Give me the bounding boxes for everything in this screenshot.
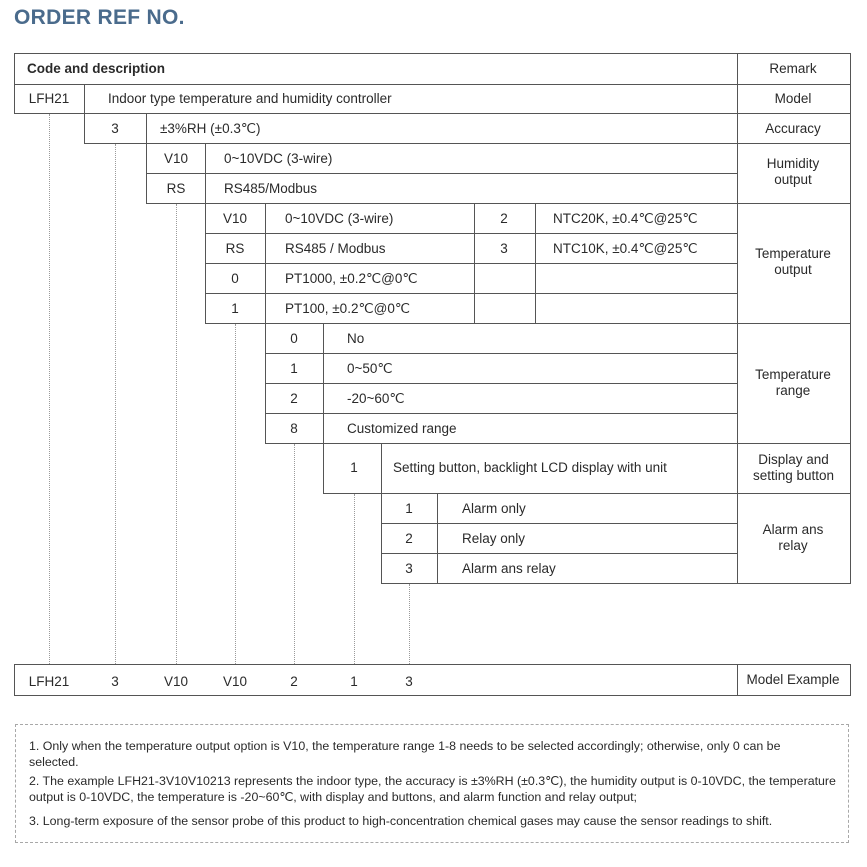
alarm-code-3: 3	[405, 561, 413, 576]
alarm-desc-3: Alarm ans relay	[462, 561, 556, 576]
temp-output-remark: Temperature output	[755, 246, 831, 277]
temp-range-desc-4: Customized range	[347, 421, 457, 436]
temp-range-code-2: 1	[290, 361, 298, 376]
display-code: 1	[350, 460, 358, 475]
temp-range-code-1: 0	[290, 331, 298, 346]
note-1: 1. Only when the temperature output option is V10, the temperature range 1-8 needs to be selected accordingly; otherwise, only 0 can be selected.	[29, 739, 781, 769]
temp-range-desc-1: No	[347, 331, 365, 346]
temp-output-code2-1: 2	[500, 211, 508, 226]
humidity-code-1: V10	[163, 151, 189, 166]
example-code-6: 1	[350, 674, 358, 689]
temp-output-desc-2: RS485 / Modbus	[285, 241, 386, 256]
temp-range-code-4: 8	[290, 421, 298, 436]
header-code: Code and description	[27, 61, 166, 76]
accuracy-desc: ±3%RH (±0.3℃)	[160, 121, 261, 136]
alarm-desc-2: Relay only	[462, 531, 526, 546]
example-code-1: LFH21	[28, 674, 70, 689]
temp-output-code-2: RS	[225, 241, 245, 256]
temp-output-desc-4: PT100, ±0.2℃@0℃	[285, 301, 410, 316]
alarm-desc-1: Alarm only	[462, 501, 526, 516]
accuracy-code: 3	[111, 121, 119, 136]
example-code-4: V10	[222, 674, 248, 689]
note-3: 3. Long-term exposure of the sensor probe of this product to high-concentration chemical gases may cause the sensor readings to shift.	[29, 814, 773, 828]
page-title: ORDER REF NO.	[14, 6, 185, 29]
temp-output-desc2-2: NTC10K, ±0.4℃@25℃	[553, 241, 698, 256]
display-remark: Display and setting button	[752, 452, 835, 483]
notes-box	[15, 724, 849, 843]
model-desc: Indoor type temperature and humidity controller	[108, 91, 392, 106]
humidity-desc-1: 0~10VDC (3-wire)	[224, 151, 333, 166]
temp-output-desc-1: 0~10VDC (3-wire)	[285, 211, 394, 226]
humidity-remark: Humidity output	[766, 156, 820, 187]
temp-range-code-3: 2	[290, 391, 298, 406]
temp-output-code2-2: 3	[500, 241, 508, 256]
humidity-code-2: RS	[166, 181, 186, 196]
temp-output-code-4: 1	[231, 301, 239, 316]
model-remark: Model	[774, 91, 812, 106]
temp-output-desc-3: PT1000, ±0.2℃@0℃	[285, 271, 418, 286]
example-code-7: 3	[405, 674, 413, 689]
example-code-5: 2	[290, 674, 298, 689]
humidity-desc-2: RS485/Modbus	[224, 181, 318, 196]
temp-output-desc2-1: NTC20K, ±0.4℃@25℃	[553, 211, 698, 226]
temp-range-remark: Temperature range	[755, 367, 831, 398]
example-remark: Model Example	[746, 672, 840, 687]
example-code-2: 3	[111, 674, 119, 689]
temp-range-desc-2: 0~50℃	[347, 361, 393, 376]
header-remark: Remark	[769, 61, 817, 76]
accuracy-remark: Accuracy	[765, 121, 821, 136]
alarm-code-2: 2	[405, 531, 413, 546]
note-2: 2. The example LFH21-3V10V10213 represents the indoor type, the accuracy is ±3%RH (±0.3℃), the humidity output is 0-10VDC, the temperature output is 0-10VDC, the temperature is -20~60℃, with display and buttons, and alarm function and relay output;	[29, 774, 836, 804]
temp-range-desc-3: -20~60℃	[347, 391, 405, 406]
temp-output-code-3: 0	[231, 271, 239, 286]
alarm-remark: Alarm ans relay	[762, 522, 824, 553]
display-desc: Setting button, backlight LCD display with unit	[393, 460, 667, 475]
model-code: LFH21	[28, 91, 70, 106]
temp-output-code-1: V10	[222, 211, 248, 226]
alarm-code-1: 1	[405, 501, 413, 516]
example-code-3: V10	[163, 674, 189, 689]
